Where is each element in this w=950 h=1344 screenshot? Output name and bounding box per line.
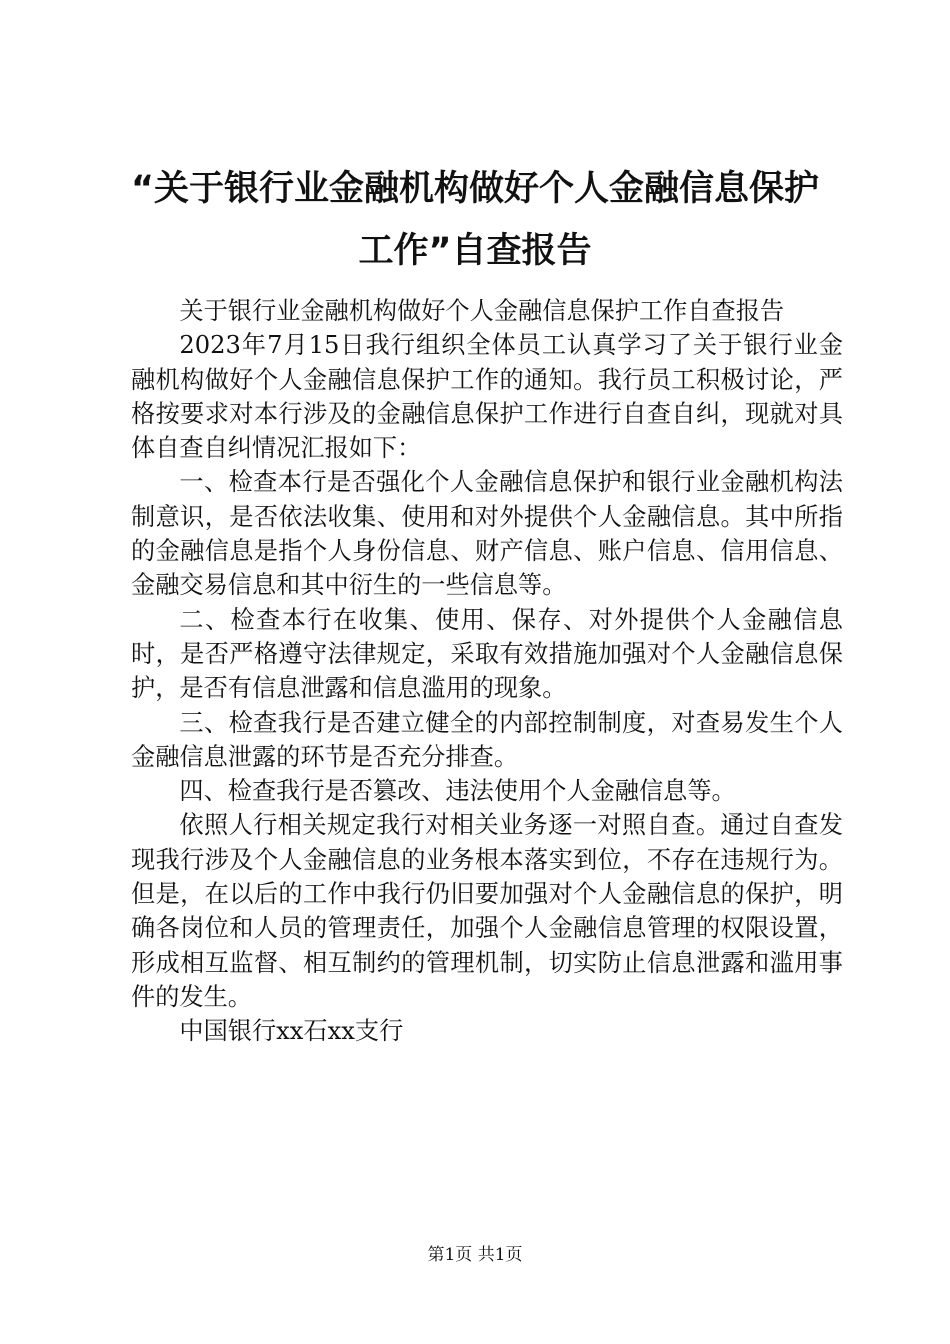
title-line-2: 工作”自查报告 bbox=[358, 231, 592, 271]
document-title bbox=[120, 158, 830, 282]
paragraph-subtitle: 关于银行业金融机构做好个人金融信息保护工作自查报告 bbox=[179, 297, 785, 325]
title-line-1: “关于银行业金融机构做好个人金融信息保护 bbox=[130, 169, 819, 209]
paragraph-check-3: 三、检查我行是否建立健全的内部控制制度，对查易发生个人金融信息泄露的环节是否充分排查。 bbox=[131, 708, 843, 771]
paragraph-check-1: 一、检查本行是否强化个人金融信息保护和银行业金融机构法制意识，是否依法收集、使用和对外提供个人金融信息。其中所指的金融信息是指个人身份信息、财产信息、账户信息、信用信息、金融交易信息和其中衍生的一些信息等。 bbox=[131, 468, 843, 600]
paragraph-check-4: 四、检查我行是否篡改、违法使用个人金融信息等。 bbox=[179, 777, 736, 806]
paragraph-check-2: 二、检查本行在收集、使用、保存、对外提供个人金融信息时，是否严格遵守法律规定，采取有效措施加强对个人金融信息保护，是否有信息泄露和信息滥用的现象。 bbox=[131, 605, 843, 703]
page-footer: 第1页 共1页 bbox=[427, 1245, 523, 1265]
paragraph-intro: 2023年7月15日我行组织全体员工认真学习了关于银行业金融机构做好个人金融信息保护工作的通知。我行员工积极讨论，严格按要求对本行涉及的金融信息保护工作进行自查自纠，现就对具体自查自纠情况汇报如下： bbox=[131, 331, 843, 463]
paragraph-conclusion: 依照人行相关规定我行对相关业务逐一对照自查。通过自查发现我行涉及个人金融信息的业务根本落实到位，不存在违规行为。但是，在以后的工作中我行仍旧要加强对个人金融信息的保护，明确各岗位和人员的管理责任，加强个人金融信息管理的权限设置，形成相互监督、相互制约的管理机制，切实防止信息泄露和滥用事件的发生。 bbox=[131, 811, 843, 1011]
paragraph-signature: 中国银行xx石xx支行 bbox=[179, 1017, 404, 1046]
document-body bbox=[131, 294, 843, 1049]
